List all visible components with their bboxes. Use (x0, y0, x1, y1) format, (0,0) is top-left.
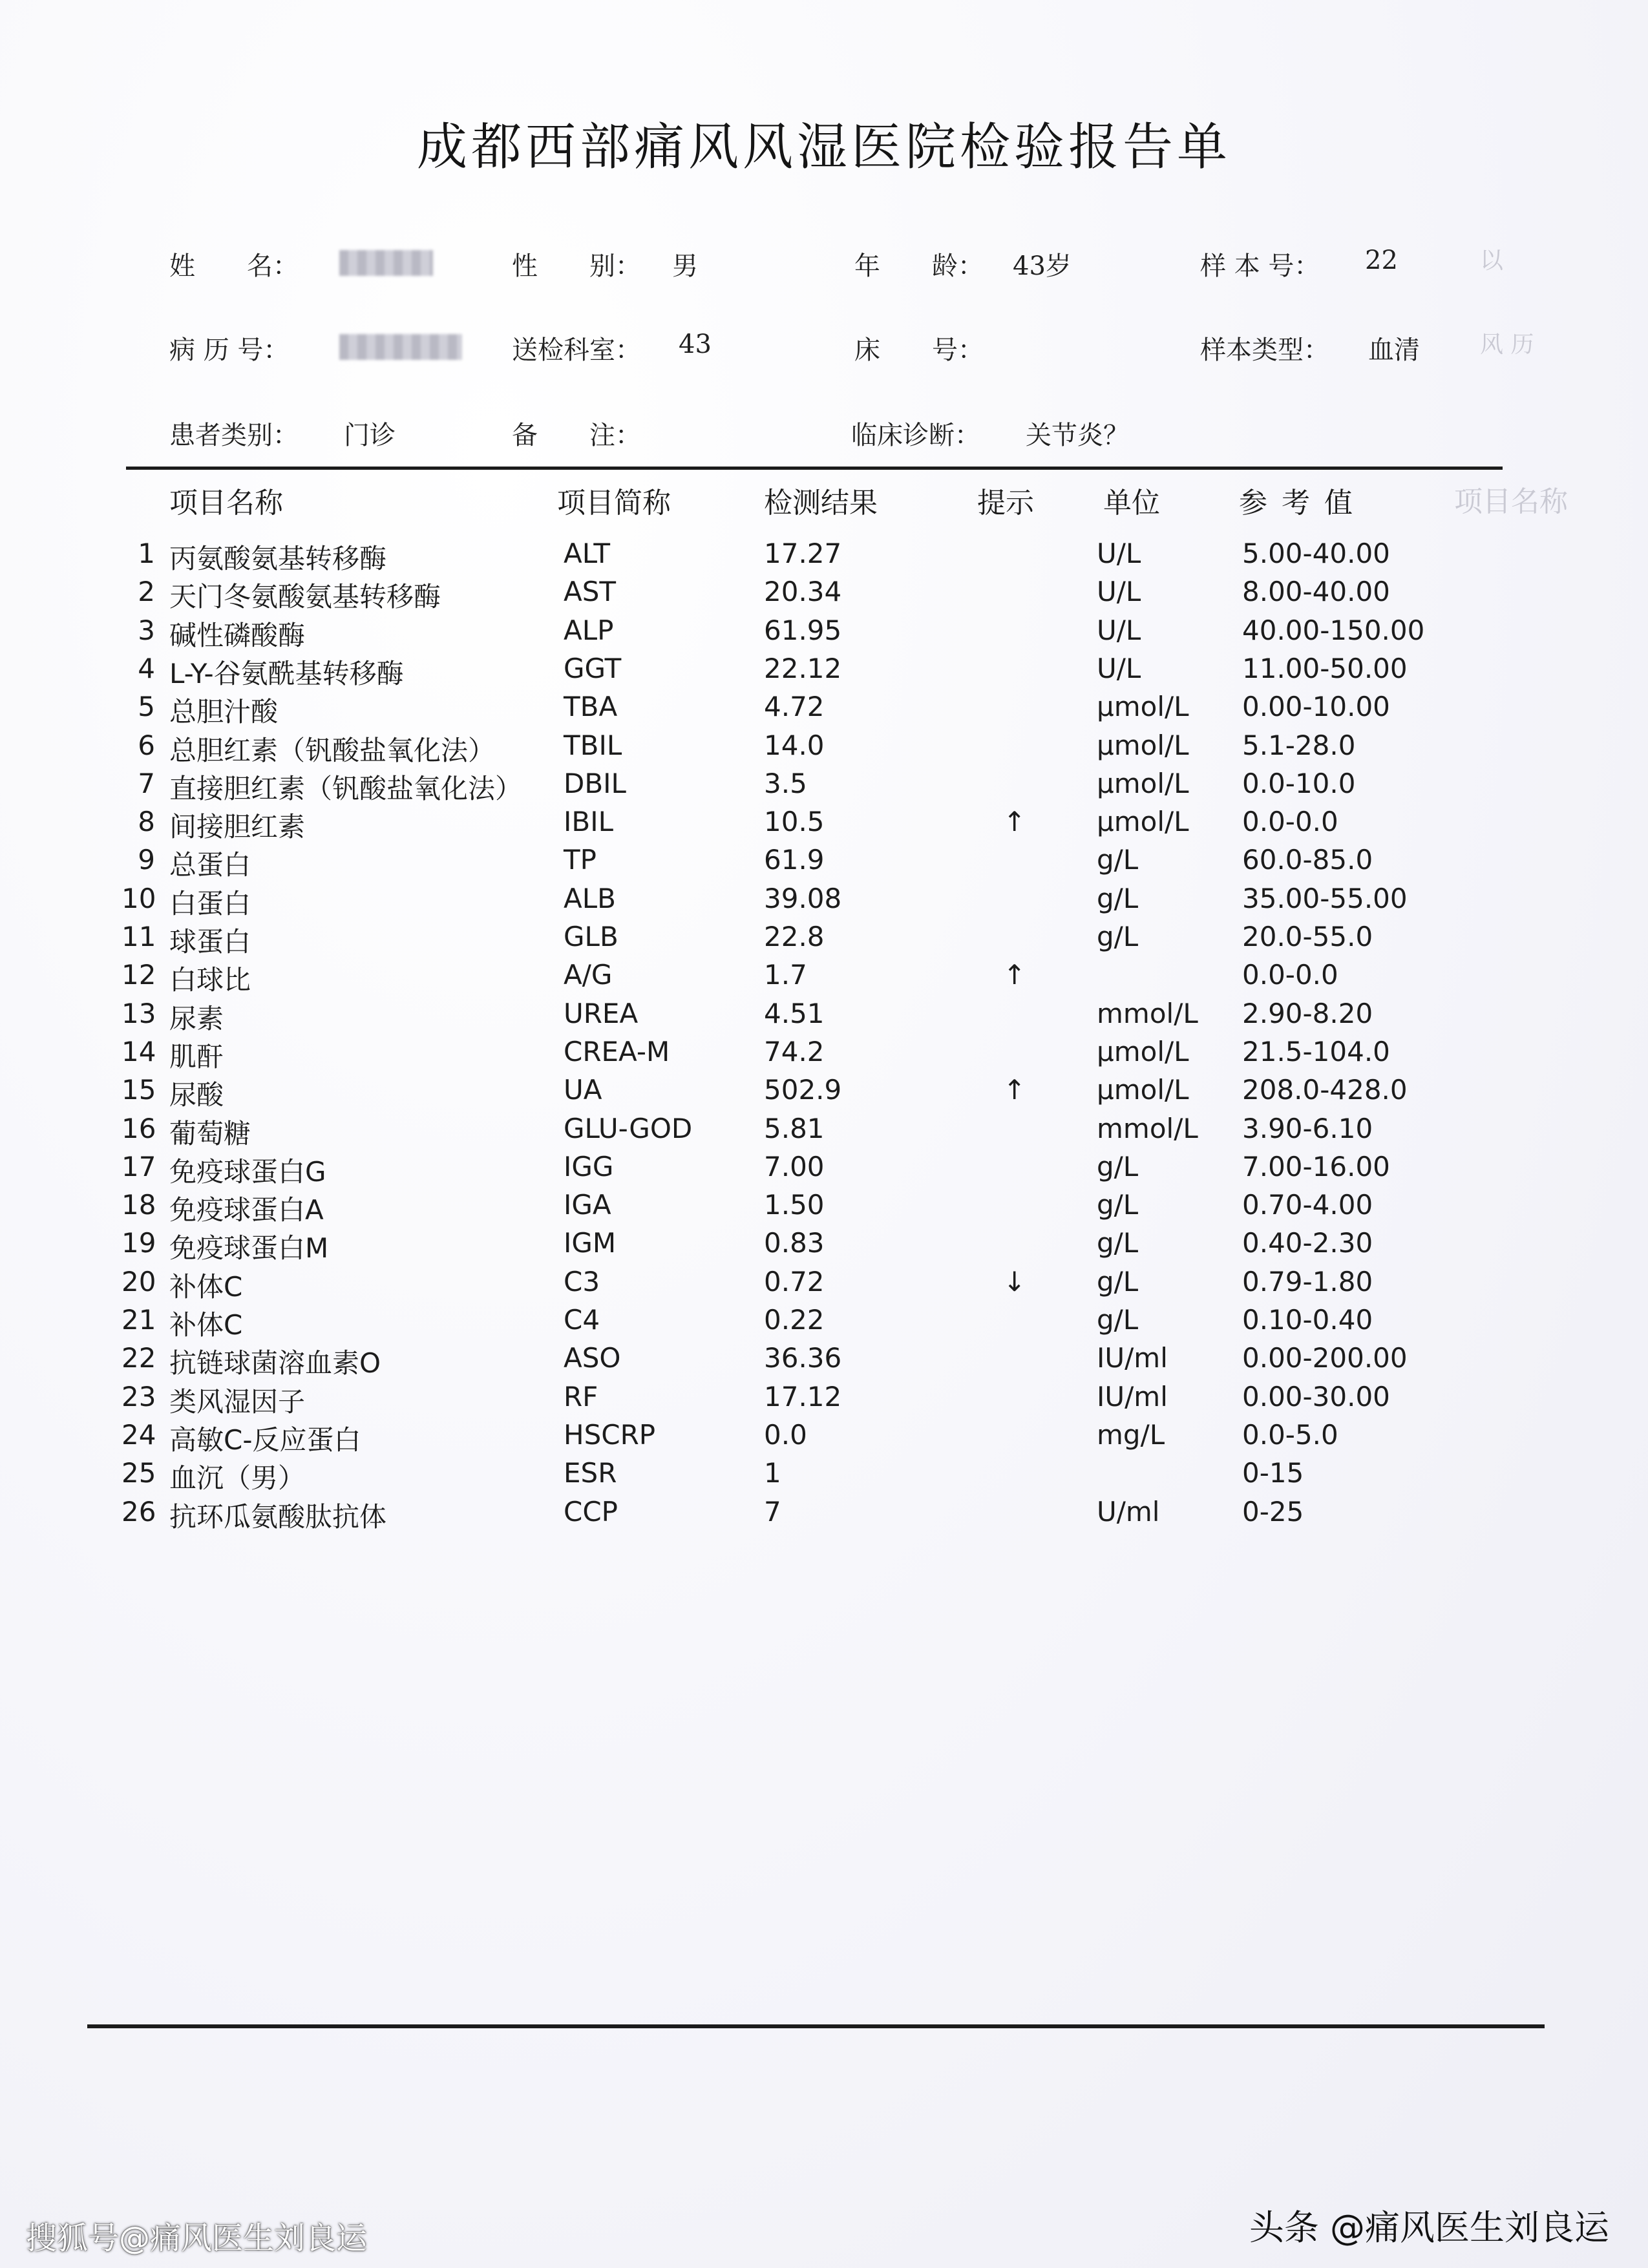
item-result: 22.8 (764, 921, 825, 952)
table-row (0, 806, 1648, 844)
redacted-record-no (339, 334, 462, 360)
item-name: 尿素 (169, 1002, 224, 1034)
table-row (0, 768, 1648, 806)
item-unit: μmol/L (1097, 1074, 1189, 1106)
item-reference: 5.1-28.0 (1242, 729, 1356, 761)
item-result: 502.9 (764, 1074, 842, 1106)
item-result: 0.72 (764, 1265, 825, 1297)
item-result: 4.51 (764, 997, 825, 1029)
row-number: 5 (138, 691, 155, 723)
item-reference: 208.0-428.0 (1242, 1074, 1408, 1106)
table-row (0, 959, 1648, 997)
item-name: 免疫球蛋白A (169, 1194, 324, 1226)
item-reference: 0.00-200.00 (1242, 1342, 1408, 1374)
row-number: 19 (121, 1227, 156, 1259)
item-flag: ↓ (1003, 1265, 1026, 1297)
item-name: 天门冬氨酸氨基转移酶 (169, 581, 441, 613)
item-abbr: RF (564, 1380, 598, 1412)
item-result: 20.34 (764, 576, 842, 608)
item-reference: 0.0-0.0 (1242, 806, 1338, 838)
item-name: 血沉（男） (169, 1462, 306, 1495)
item-abbr: HSCRP (564, 1418, 656, 1451)
item-unit: U/ml (1097, 1495, 1160, 1528)
item-reference: 0.79-1.80 (1242, 1265, 1373, 1297)
table-row (0, 691, 1648, 729)
item-name: 白球比 (169, 964, 251, 996)
item-reference: 21.5-104.0 (1242, 1035, 1390, 1067)
item-result: 17.12 (764, 1380, 842, 1412)
redacted-name (339, 250, 433, 276)
item-abbr: C3 (564, 1265, 600, 1297)
diagnosis-label: 临床诊断： (851, 421, 980, 450)
item-reference: 3.90-6.10 (1242, 1112, 1373, 1144)
item-reference: 8.00-40.00 (1242, 576, 1390, 608)
item-unit: U/L (1097, 538, 1141, 569)
row-number: 23 (121, 1380, 156, 1412)
age-label: 年 龄： (854, 251, 984, 281)
watermark-right: 头条 @痛风医生刘良运 (1249, 2207, 1609, 2248)
row-number: 15 (121, 1074, 156, 1106)
item-unit: μmol/L (1097, 729, 1189, 761)
table-row (0, 1189, 1648, 1227)
item-unit: mmol/L (1097, 997, 1198, 1029)
item-name: 总胆汁酸 (169, 696, 279, 728)
row-number: 8 (138, 806, 155, 838)
item-unit: μmol/L (1097, 767, 1189, 799)
item-reference: 0-15 (1242, 1457, 1304, 1489)
item-unit: μmol/L (1097, 691, 1189, 723)
ghost-text: 项目名称 (1454, 485, 1568, 518)
item-abbr: ALP (564, 614, 614, 646)
table-row (0, 538, 1648, 576)
item-result: 0.83 (764, 1227, 825, 1259)
item-reference: 0.00-10.00 (1242, 691, 1390, 723)
item-abbr: IBIL (564, 806, 613, 838)
row-number: 6 (138, 729, 155, 761)
item-name: 丙氨酸氨基转移酶 (169, 543, 387, 574)
name-label: 姓 名： (169, 251, 299, 281)
table-row (0, 730, 1648, 768)
table-row (0, 1342, 1648, 1380)
item-unit: g/L (1097, 1265, 1139, 1297)
row-number: 22 (121, 1342, 156, 1374)
item-abbr: ALB (564, 882, 616, 914)
table-row (0, 844, 1648, 882)
item-abbr: IGG (564, 1150, 614, 1182)
item-reference: 2.90-8.20 (1242, 997, 1373, 1029)
item-unit: g/L (1097, 921, 1139, 952)
item-reference: 0.00-30.00 (1242, 1380, 1390, 1412)
item-unit: g/L (1097, 1150, 1139, 1182)
bed-label: 床 号： (854, 335, 984, 365)
item-abbr: ESR (564, 1457, 617, 1489)
remark-label: 备 注： (512, 421, 641, 450)
item-abbr: UA (564, 1074, 602, 1106)
item-reference: 0.0-5.0 (1242, 1418, 1338, 1451)
table-row (0, 1113, 1648, 1151)
item-flag: ↑ (1003, 806, 1026, 838)
table-row (0, 1266, 1648, 1304)
table-row (0, 1074, 1648, 1112)
item-result: 7.00 (764, 1150, 825, 1182)
item-name: 补体C (169, 1270, 243, 1303)
item-unit: U/L (1097, 614, 1141, 646)
row-number: 18 (121, 1189, 156, 1221)
item-result: 61.95 (764, 614, 842, 646)
item-name: 球蛋白 (169, 926, 251, 958)
item-abbr: DBIL (564, 767, 626, 799)
table-row (0, 1457, 1648, 1495)
item-abbr: TBA (564, 691, 618, 723)
item-abbr: CREA-M (564, 1035, 670, 1067)
item-unit: μmol/L (1097, 806, 1189, 838)
item-abbr: A/G (564, 959, 613, 991)
item-result: 1.7 (764, 959, 807, 991)
sample-no-label: 样 本 号： (1200, 251, 1320, 281)
item-name: 尿酸 (169, 1079, 224, 1111)
item-reference: 11.00-50.00 (1242, 652, 1408, 684)
row-number: 17 (121, 1150, 156, 1182)
item-reference: 7.00-16.00 (1242, 1150, 1390, 1182)
dept-label: 送检科室： (512, 335, 641, 365)
item-name: 类风湿因子 (169, 1385, 306, 1418)
item-result: 61.9 (764, 844, 825, 876)
row-number: 9 (138, 844, 155, 876)
item-result: 3.5 (764, 767, 807, 799)
gender-label: 性 别： (512, 251, 641, 281)
item-abbr: IGA (564, 1189, 611, 1221)
sample-type-label: 样本类型： (1200, 335, 1329, 365)
row-number: 16 (121, 1112, 156, 1144)
row-number: 10 (121, 882, 156, 914)
item-result: 1 (764, 1457, 781, 1489)
patient-type-value: 门诊 (344, 421, 396, 450)
item-result: 7 (764, 1495, 781, 1528)
table-row (0, 1419, 1648, 1457)
row-number: 20 (121, 1265, 156, 1297)
footer-rule (87, 2024, 1545, 2028)
row-number: 7 (138, 767, 155, 799)
row-number: 2 (138, 576, 155, 608)
item-name: 白蛋白 (169, 887, 251, 919)
item-name: L-Y-谷氨酰基转移酶 (169, 657, 404, 689)
col-header-name: 项目名称 (169, 487, 283, 520)
table-row (0, 1227, 1648, 1265)
item-unit: g/L (1097, 844, 1139, 876)
item-unit: U/L (1097, 576, 1141, 608)
item-abbr: GLB (564, 921, 618, 952)
report-title: 成都西部痛风风湿医院检验报告单 (416, 118, 1231, 176)
item-result: 5.81 (764, 1112, 825, 1144)
item-name: 补体C (169, 1309, 243, 1341)
table-row (0, 1304, 1648, 1342)
item-name: 免疫球蛋白M (169, 1232, 329, 1265)
item-reference: 0.0-0.0 (1242, 959, 1338, 991)
item-reference: 0.40-2.30 (1242, 1227, 1373, 1259)
item-reference: 35.00-55.00 (1242, 882, 1408, 914)
item-unit: IU/ml (1097, 1342, 1168, 1374)
item-abbr: AST (564, 576, 617, 608)
sample-type-value: 血清 (1368, 335, 1420, 365)
item-abbr: ALT (564, 538, 611, 569)
item-abbr: ASO (564, 1342, 621, 1374)
item-flag: ↑ (1003, 1074, 1026, 1106)
item-abbr: GLU-GOD (564, 1112, 693, 1144)
row-number: 12 (121, 959, 156, 991)
table-row (0, 1381, 1648, 1419)
item-result: 22.12 (764, 652, 842, 684)
item-reference: 0-25 (1242, 1495, 1304, 1528)
dept-value: 43 (679, 330, 712, 359)
item-name: 高敏C-反应蛋白 (169, 1423, 361, 1456)
row-number: 3 (138, 614, 155, 646)
item-result: 0.22 (764, 1304, 825, 1336)
item-result: 0.0 (764, 1418, 807, 1451)
table-row (0, 653, 1648, 691)
item-unit: IU/ml (1097, 1380, 1168, 1412)
item-name: 免疫球蛋白G (169, 1155, 326, 1188)
item-name: 总蛋白 (169, 849, 251, 881)
item-unit: g/L (1097, 1189, 1139, 1221)
table-row (0, 921, 1648, 959)
item-name: 抗环瓜氨酸肽抗体 (169, 1500, 387, 1533)
item-result: 1.50 (764, 1189, 825, 1221)
col-header-abbr: 项目简称 (557, 487, 671, 520)
ghost-text: 以 (1480, 247, 1504, 274)
item-abbr: TBIL (564, 729, 622, 761)
row-number: 1 (138, 538, 155, 569)
col-header-flag: 提示 (977, 487, 1034, 520)
item-abbr: GGT (564, 652, 622, 684)
item-unit: U/L (1097, 652, 1141, 684)
record-label: 病 历 号： (169, 335, 290, 365)
item-unit: mg/L (1097, 1418, 1165, 1451)
item-reference: 0.10-0.40 (1242, 1304, 1373, 1336)
item-unit: g/L (1097, 882, 1139, 914)
item-result: 10.5 (764, 806, 825, 838)
table-row (0, 1496, 1648, 1534)
watermark-left: 搜狐号@痛风医生刘良运 (26, 2220, 368, 2256)
row-number: 4 (138, 652, 155, 684)
table-row (0, 614, 1648, 653)
item-abbr: TP (564, 844, 597, 876)
item-reference: 60.0-85.0 (1242, 844, 1373, 876)
row-number: 13 (121, 997, 156, 1029)
item-reference: 40.00-150.00 (1242, 614, 1425, 646)
diagnosis-value: 关节炎？ (1026, 421, 1129, 450)
item-reference: 0.70-4.00 (1242, 1189, 1373, 1221)
item-reference: 0.0-10.0 (1242, 767, 1356, 799)
item-result: 39.08 (764, 882, 842, 914)
item-name: 葡萄糖 (169, 1117, 251, 1150)
age-value: 43岁 (1013, 251, 1072, 281)
col-header-result: 检测结果 (764, 487, 878, 520)
item-abbr: CCP (564, 1495, 618, 1528)
item-abbr: IGM (564, 1227, 617, 1259)
item-name: 碱性磷酸酶 (169, 619, 306, 651)
item-reference: 20.0-55.0 (1242, 921, 1373, 952)
item-unit: μmol/L (1097, 1035, 1189, 1067)
row-number: 26 (121, 1495, 156, 1528)
item-name: 抗链球菌溶血素O (169, 1347, 381, 1380)
item-result: 4.72 (764, 691, 825, 723)
item-name: 肌酐 (169, 1040, 224, 1073)
header-rule (126, 467, 1503, 470)
table-row (0, 576, 1648, 614)
item-result: 36.36 (764, 1342, 842, 1374)
col-header-ref: 参 考 值 (1239, 487, 1355, 520)
item-unit: mmol/L (1097, 1112, 1198, 1144)
gender-value: 男 (672, 251, 698, 281)
item-result: 17.27 (764, 538, 842, 569)
row-number: 21 (121, 1304, 156, 1336)
row-number: 24 (121, 1418, 156, 1451)
item-abbr: UREA (564, 997, 639, 1029)
table-row (0, 998, 1648, 1036)
item-result: 74.2 (764, 1035, 825, 1067)
item-unit: g/L (1097, 1227, 1139, 1259)
item-reference: 5.00-40.00 (1242, 538, 1390, 569)
table-row (0, 1151, 1648, 1189)
item-abbr: C4 (564, 1304, 600, 1336)
item-flag: ↑ (1003, 959, 1026, 991)
item-name: 直接胆红素（钒酸盐氧化法） (169, 772, 523, 804)
ghost-text: 风 历 (1480, 331, 1534, 358)
table-row (0, 1036, 1648, 1074)
row-number: 25 (121, 1457, 156, 1489)
row-number: 14 (121, 1035, 156, 1067)
patient-type-label: 患者类别： (169, 421, 299, 450)
table-row (0, 883, 1648, 921)
col-header-unit: 单位 (1103, 487, 1160, 520)
item-result: 14.0 (764, 729, 825, 761)
sample-no-value: 22 (1365, 246, 1398, 275)
item-name: 间接胆红素 (169, 811, 306, 843)
item-name: 总胆红素（钒酸盐氧化法） (169, 734, 496, 766)
row-number: 11 (121, 921, 156, 952)
item-unit: g/L (1097, 1304, 1139, 1336)
